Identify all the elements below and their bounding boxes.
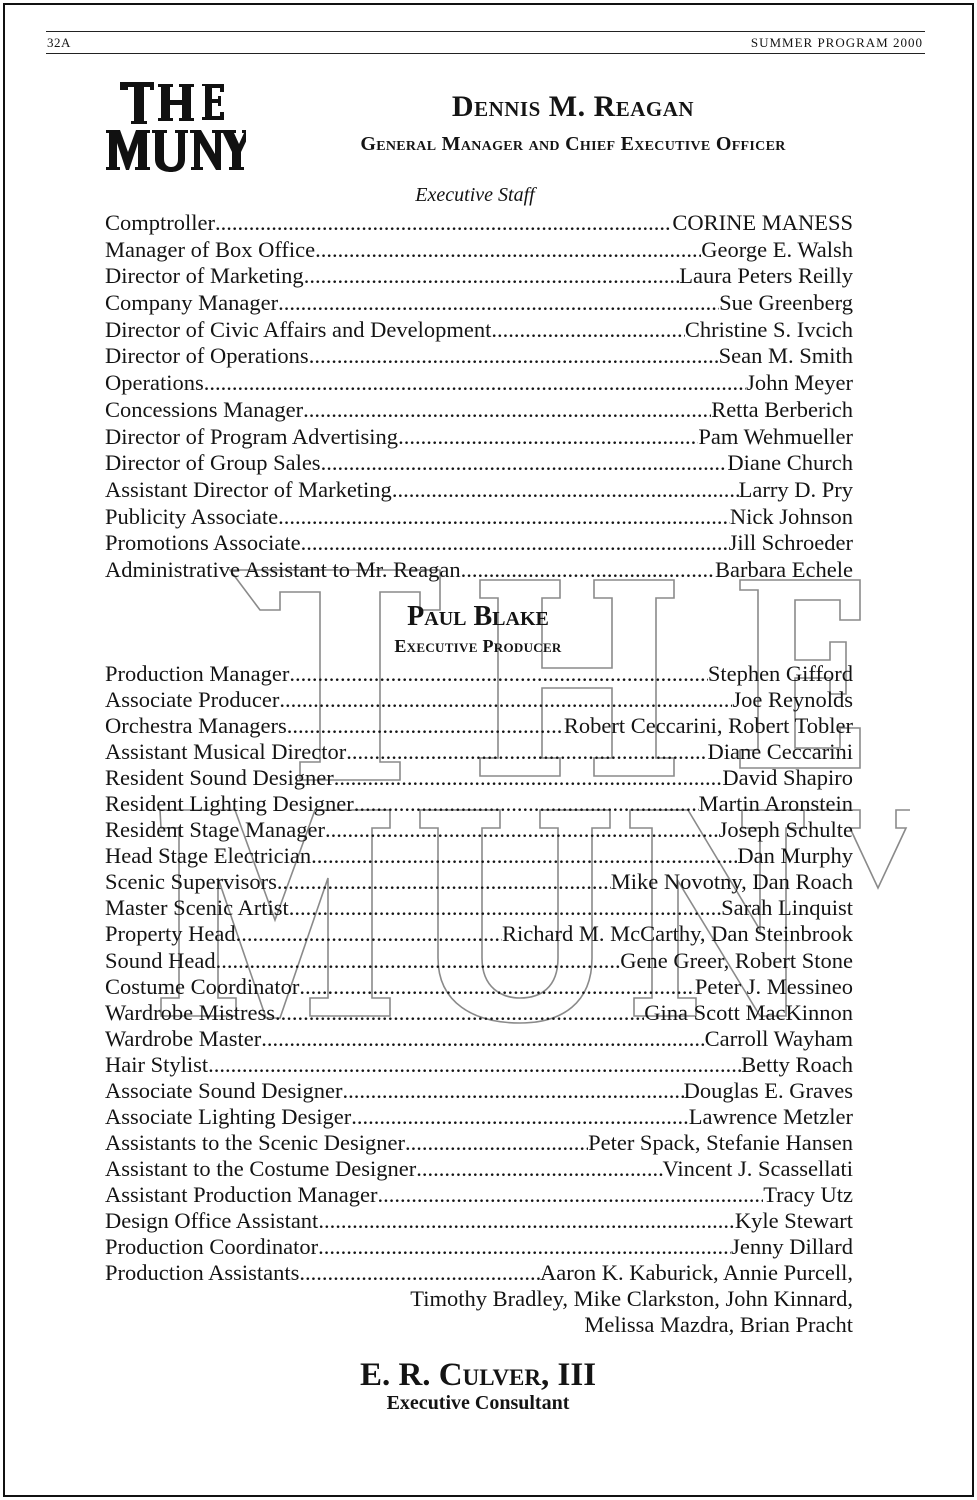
staff-name: Diane Church: [727, 450, 853, 476]
staff-continuation-line: [105, 1312, 853, 1338]
staff-role: Orchestra Managers: [105, 713, 287, 739]
staff-row: [105, 921, 853, 947]
staff-role: Assistant Director of Marketing: [105, 476, 392, 502]
staff-role: Operations: [105, 370, 204, 396]
staff-name: Melissa Mazdra, Brian Pracht: [584, 1312, 853, 1338]
staff-row: [105, 739, 853, 765]
staff-row: [105, 713, 853, 739]
staff-role: Associate Sound Designer: [105, 1077, 343, 1103]
staff-row: [105, 869, 853, 895]
staff-row: [105, 210, 853, 237]
staff-row: [105, 424, 853, 451]
staff-role: Wardrobe Master: [105, 1025, 262, 1051]
staff-name: Sean M. Smith: [718, 343, 853, 369]
staff-name: Barbara Echele: [714, 556, 853, 582]
staff-row: [105, 1208, 853, 1234]
staff-role: Costume Coordinator: [105, 973, 300, 999]
staff-name: Laura Peters Reilly: [679, 263, 853, 289]
staff-row: [105, 1156, 853, 1182]
staff-role: Director of Marketing: [105, 263, 304, 289]
staff-role: Production Manager: [105, 661, 290, 686]
staff-name: CORINE MANESS: [672, 210, 853, 235]
staff-role: Publicity Associate: [105, 503, 279, 529]
staff-role: Resident Stage Manager: [105, 817, 325, 843]
staff-row: [105, 504, 853, 531]
staff-role: Promotions Associate: [105, 530, 301, 556]
staff-row: [105, 1234, 853, 1260]
producer-name: Paul Blake: [407, 601, 549, 632]
staff-role: Assistant Production Manager: [105, 1181, 378, 1207]
staff-row: [105, 343, 853, 370]
producer-title: Executive Producer: [394, 636, 562, 656]
executive-staff-list: [105, 210, 853, 584]
staff-role: Scenic Supervisors: [105, 869, 277, 895]
staff-role: Sound Head: [105, 947, 216, 973]
staff-role: Concessions Manager: [105, 396, 304, 422]
staff-row: [105, 1052, 853, 1078]
staff-name: Dan Murphy: [737, 843, 853, 869]
staff-name: Joseph Schulte: [718, 817, 853, 843]
staff-name: Vincent J. Scassellati: [662, 1155, 853, 1181]
staff-row: [105, 1000, 853, 1026]
staff-row: [105, 1182, 853, 1208]
production-staff-list: [105, 661, 853, 1338]
staff-role: Head Stage Electrician: [105, 843, 312, 869]
general-manager-title: General Manager and Chief Executive Officer: [360, 133, 786, 155]
staff-role: Resident Lighting Designer: [105, 791, 354, 817]
staff-row: [105, 791, 853, 817]
staff-name: Aaron K. Kaburick, Annie Purcell,: [539, 1260, 853, 1286]
staff-row: [105, 843, 853, 869]
staff-name: David Shapiro: [722, 765, 853, 791]
staff-role: Company Manager: [105, 290, 279, 316]
staff-row: [105, 1078, 853, 1104]
general-manager-name: Dennis M. Reagan: [451, 90, 695, 123]
staff-name: Richard M. McCarthy, Dan Steinbrook: [502, 921, 853, 947]
staff-name: Christine S. Ivcich: [684, 316, 853, 342]
staff-row: [105, 557, 853, 584]
staff-name: Larry D. Pry: [738, 476, 853, 502]
staff-role: Associate Lighting Desiger: [105, 1103, 352, 1129]
staff-name: Sarah Linquist: [721, 895, 853, 921]
staff-role: Assistant to the Costume Designer: [105, 1155, 417, 1181]
staff-name: Gina Scott MacKinnon: [644, 999, 853, 1025]
staff-name: Jenny Dillard: [731, 1234, 853, 1260]
consultant-title: Executive Consultant: [386, 1392, 570, 1414]
staff-name: Mike Novotny, Dan Roach: [610, 869, 853, 895]
staff-name: Tracy Utz: [763, 1181, 853, 1207]
staff-name: Peter J. Messineo: [694, 973, 853, 999]
staff-row: [105, 661, 853, 687]
staff-row: [105, 237, 853, 264]
running-title: SUMMER PROGRAM 2000: [750, 35, 923, 50]
staff-row: [105, 290, 853, 317]
staff-role: Wardrobe Mistress: [105, 999, 276, 1025]
staff-name: Martin Aronstein: [698, 791, 853, 817]
staff-role: Associate Producer: [105, 687, 280, 713]
staff-row: [105, 765, 853, 791]
staff-name: Peter Spack, Stefanie Hansen: [588, 1129, 853, 1155]
staff-role: Assistants to the Scenic Designer: [105, 1129, 405, 1155]
staff-role: Assistant Musical Director: [105, 739, 347, 765]
staff-row: [105, 397, 853, 424]
staff-role: Production Assistants: [105, 1260, 300, 1286]
staff-role: Manager of Box Office: [105, 236, 316, 262]
staff-name: Nick Johnson: [729, 503, 853, 529]
staff-row: [105, 948, 853, 974]
staff-row: [105, 530, 853, 557]
staff-row: [105, 687, 853, 713]
staff-name: Stephen Gifford: [707, 661, 853, 686]
staff-name: Retta Berberich: [711, 396, 853, 422]
staff-row: [105, 974, 853, 1000]
staff-row: [105, 370, 853, 397]
staff-name: George E. Walsh: [701, 236, 853, 262]
staff-name: Douglas E. Graves: [683, 1077, 853, 1103]
staff-role: Production Coordinator: [105, 1234, 319, 1260]
staff-row: [105, 1026, 853, 1052]
staff-row: [105, 1260, 853, 1286]
staff-role: Director of Program Advertising: [105, 423, 399, 449]
staff-name: Timothy Bradley, Mike Clarkston, John Kinnard,: [410, 1286, 853, 1312]
staff-role: Director of Operations: [105, 343, 309, 369]
staff-role: Property Head: [105, 921, 236, 947]
staff-row: [105, 1104, 853, 1130]
staff-row: [105, 263, 853, 290]
header-rule-bottom: [46, 53, 925, 54]
staff-row: [105, 450, 853, 477]
staff-role: Design Office Assistant: [105, 1207, 319, 1233]
consultant-name: E. R. Culver, III: [359, 1357, 597, 1393]
staff-role: Hair Stylist: [105, 1051, 209, 1077]
staff-role: Master Scenic Artist: [105, 895, 289, 921]
muny-logo: [104, 78, 246, 176]
staff-name: Robert Ceccarini, Robert Tobler: [563, 713, 853, 739]
executive-staff-label: Executive Staff: [415, 184, 535, 206]
staff-name: Joe Reynolds: [732, 687, 853, 713]
staff-name: Sue Greenberg: [719, 290, 853, 316]
header-rule-top: [46, 31, 925, 32]
staff-name: Gene Greer, Robert Stone: [620, 947, 853, 973]
staff-name: Kyle Stewart: [734, 1207, 853, 1233]
staff-name: John Meyer: [746, 370, 853, 396]
staff-row: [105, 477, 853, 504]
staff-row: [105, 1130, 853, 1156]
staff-role: Director of Group Sales: [105, 450, 321, 476]
staff-name: Diane Ceccarini: [707, 739, 853, 765]
staff-row: [105, 817, 853, 843]
staff-role: Administrative Assistant to Mr. Reagan: [105, 556, 461, 582]
staff-name: Betty Roach: [741, 1051, 853, 1077]
staff-continuation-line: [105, 1286, 853, 1312]
staff-role: Comptroller: [105, 210, 215, 235]
staff-name: Pam Wehmueller: [698, 423, 853, 449]
staff-role: Resident Sound Designer: [105, 765, 334, 791]
staff-row: [105, 895, 853, 921]
staff-row: [105, 317, 853, 344]
staff-name: Carroll Wayham: [704, 1025, 853, 1051]
staff-name: Jill Schroeder: [728, 530, 853, 556]
page-number: 32A: [47, 35, 71, 50]
staff-role: Director of Civic Affairs and Development: [105, 316, 492, 342]
staff-name: Lawrence Metzler: [688, 1103, 853, 1129]
